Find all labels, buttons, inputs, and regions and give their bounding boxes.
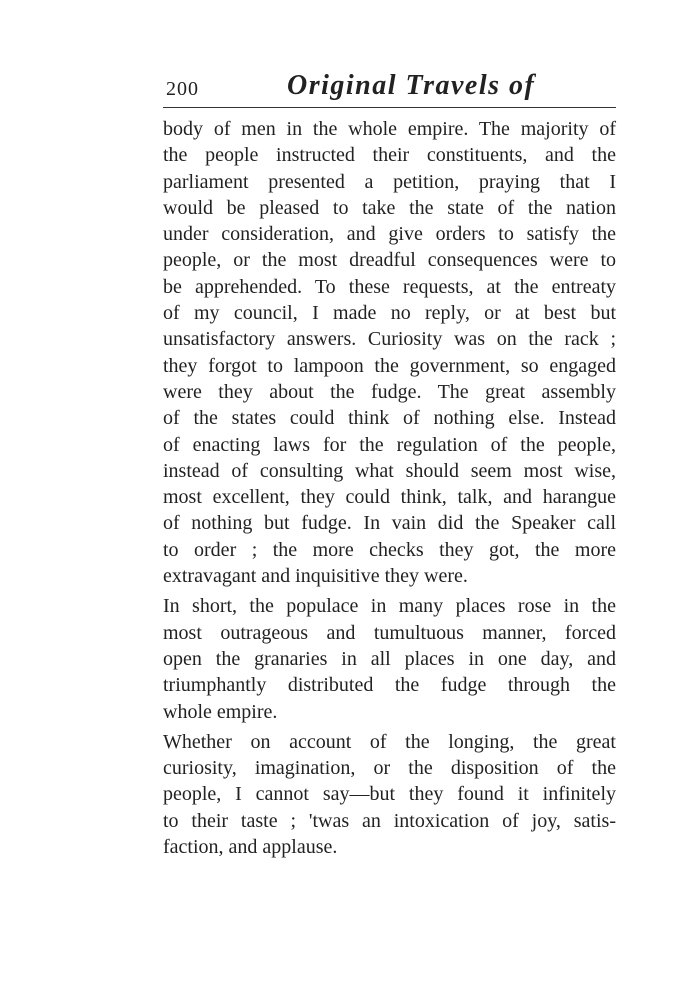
header-rule (163, 107, 616, 108)
text-line: unsatisfactory answers. Curiosity was on the rack ; (163, 328, 616, 351)
text-line: most excellent, they could think, talk, and harangue (163, 486, 616, 509)
text-line: to their taste ; 'twas an intoxication of joy, satis- (163, 809, 616, 832)
text-line: Whether on account of the longing, the great (163, 730, 616, 753)
paragraph (163, 116, 616, 589)
text-line: to order ; the more checks they got, the more (163, 538, 616, 561)
text-line: would be pleased to take the state of the nation (163, 196, 616, 219)
text-line: people, I cannot say—but they found it infinitely (163, 783, 616, 806)
running-title: Original Travels of (287, 70, 536, 101)
text-line: they forgot to lampoon the government, so engaged (163, 354, 616, 377)
text-line: whole empire. (163, 700, 278, 723)
running-head (163, 68, 616, 106)
paragraph (163, 593, 616, 724)
text-line: under consideration, and give orders to satisfy the (163, 223, 616, 246)
paragraph (163, 729, 616, 860)
text-line: open the granaries in all places in one day, and (163, 647, 616, 670)
text-line: people, or the most dreadful consequences were to (163, 249, 616, 272)
text-line: of nothing but fudge. In vain did the Speaker call (163, 512, 616, 535)
text-line: body of men in the whole empire. The majority of (163, 118, 616, 140)
text-line: instead of consulting what should seem most wise, (163, 459, 616, 482)
text-line: the people instructed their constituents, and the (163, 144, 616, 167)
text-line: of enacting laws for the regulation of the people, (163, 433, 616, 456)
text-line: of the states could think of nothing else. Instead (163, 407, 616, 430)
text-line: extravagant and inquisitive they were. (163, 565, 468, 588)
text-line: curiosity, imagination, or the disposition of the (163, 757, 616, 780)
text-line: be apprehended. To these requests, at the entreaty (163, 275, 616, 298)
text-line: faction, and applause. (163, 836, 338, 859)
text-line: were they about the fudge. The great assembly (163, 380, 616, 403)
text-line: most outrageous and tumultuous manner, forced (163, 621, 616, 644)
text-line: In short, the populace in many places rose in the (163, 595, 616, 618)
text-line: of my council, I made no reply, or at best but (163, 302, 616, 325)
text-line: triumphantly distributed the fudge through the (163, 674, 616, 697)
text-line: parliament presented a petition, praying that I (163, 170, 616, 193)
page-number: 200 (166, 78, 199, 100)
body-text (163, 116, 616, 860)
